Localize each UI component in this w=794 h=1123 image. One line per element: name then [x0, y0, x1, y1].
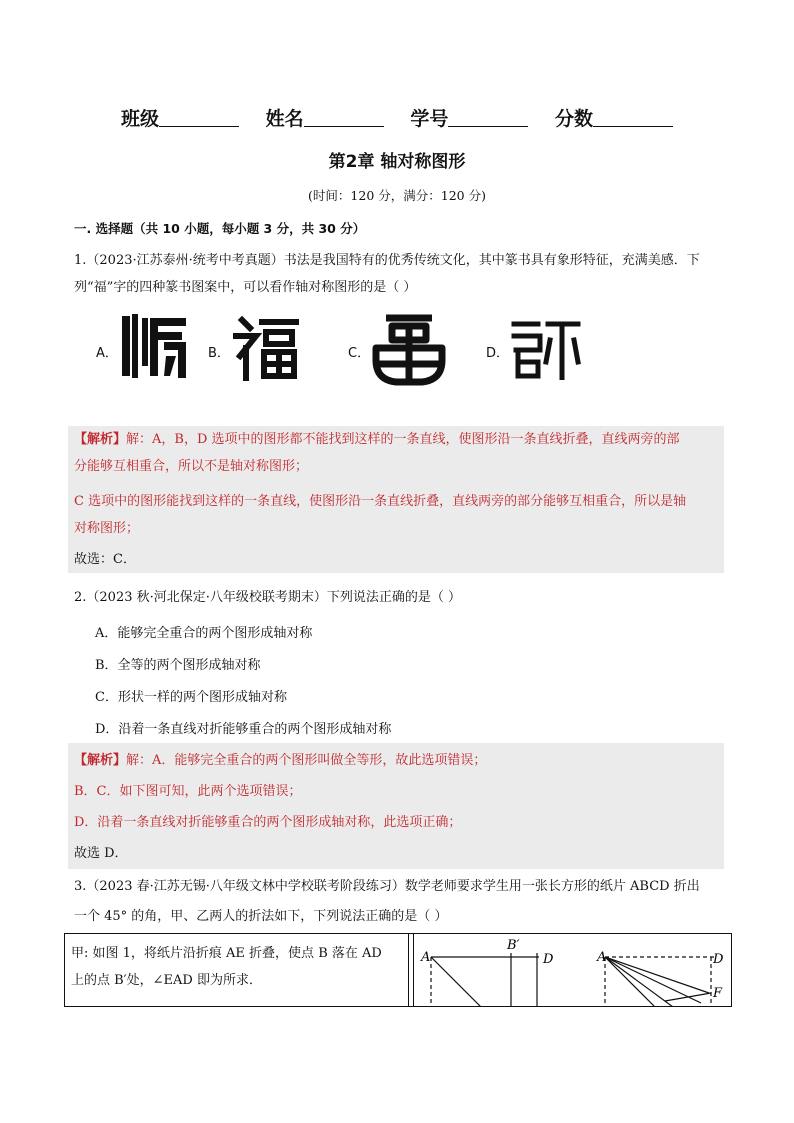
q1-stem — [74, 247, 724, 301]
fig2-label-f: F — [713, 986, 723, 1001]
name-field — [266, 104, 384, 131]
q2-analysis-line1 — [74, 745, 724, 776]
seal-glyph-c-icon — [370, 310, 448, 386]
page-title: 第2章 轴对称图形 — [328, 152, 466, 172]
score-field — [555, 104, 673, 131]
q1-line1: 1.（2023·江苏泰州·统考中考真题）书法是我国特有的优秀传统文化，其中篆书具有象形特征，充满美感．下 — [74, 253, 700, 268]
seal-glyph-a-icon — [120, 312, 192, 382]
q2-analysis — [68, 743, 724, 869]
q1-analysis-line1 — [74, 426, 724, 453]
fig2-label-a: A — [597, 950, 607, 965]
fig1-label-a: A — [421, 950, 431, 965]
score-blank — [593, 108, 673, 127]
q2-option-b: B．全等的两个图形成轴对称 — [95, 658, 261, 673]
q3-stem — [74, 872, 724, 932]
q3-method-jia-line1: 甲: 如图 1，将纸片沿折痕 AE 折叠，使点 B 落在 AD — [71, 946, 382, 961]
seal-glyph-d-icon — [510, 318, 582, 380]
header-fields — [0, 104, 794, 131]
figure-1 — [420, 938, 554, 1007]
id-field — [410, 104, 528, 131]
q1-analysis-tag: 【解析】 — [74, 432, 127, 447]
fig1-label-d: D — [543, 952, 554, 967]
q1-option-d: D． — [486, 346, 510, 361]
class-blank — [159, 108, 239, 127]
q2-stem: 2.（2023 秋·河北保定·八年级校联考期末）下列说法正确的是（ ） — [74, 590, 462, 605]
id-blank — [448, 108, 528, 127]
table-divider — [413, 934, 414, 1006]
page-subtitle: (时间：120 分，满分：120 分) — [308, 188, 486, 203]
q2-analysis-tag: 【解析】 — [74, 753, 127, 768]
class-label: 班级 — [121, 108, 160, 130]
fig1-label-bprime: B′ — [507, 938, 520, 953]
q2-option-c: C．形状一样的两个图形成轴对称 — [95, 690, 287, 705]
seal-glyph-b-icon — [232, 314, 302, 382]
q2-analysis-line3: D．沿着一条直线对折能够重合的两个图形成轴对称，此选项正确； — [74, 815, 462, 830]
score-label: 分数 — [554, 108, 593, 130]
q1-line2: 列“福”字的四种篆书图案中，可以看作轴对称图形的是（ ） — [74, 280, 417, 295]
q3-line2: 一个 45° 的角，甲、乙两人的折法如下，下列说法正确的是（ ） — [74, 909, 448, 924]
q3-method-jia — [65, 934, 409, 1006]
q3-line1: 3.（2023 春·江苏无锡·八年级文林中学校联考阶段练习）数学老师要求学生用一张长方形的纸片 ABCD 折出 — [74, 879, 700, 894]
class-field — [121, 104, 239, 131]
q2-analysis-line2: B．C．如下图可知，此两个选项错误； — [74, 784, 302, 799]
q1-analysis — [68, 426, 724, 573]
q1-option-b: B． — [208, 346, 230, 361]
q1-analysis-text-1: 解：A，B，D 选项中的图形都不能找到这样的一条直线，使图形沿一条直线折叠，直线两旁的部 — [126, 432, 680, 447]
q1-option-a: A． — [96, 346, 118, 361]
q1-answer: 故选：C． — [74, 552, 136, 567]
q2-answer: 故选 D． — [74, 846, 128, 861]
q1-analysis-line2: 分能够互相重合，所以不是轴对称图形； — [74, 459, 309, 474]
id-label: 学号 — [410, 108, 449, 130]
q2-option-a: A．能够完全重合的两个图形成轴对称 — [95, 626, 313, 641]
name-blank — [304, 108, 384, 127]
q2-option-d: D．沿着一条直线对折能够重合的两个图形成轴对称 — [95, 722, 392, 737]
fold-figures — [415, 933, 729, 1007]
section-title: 一. 选择题（共 10 小题，每小题 3 分，共 30 分） — [74, 221, 366, 236]
q1-analysis-line4: 对称图形； — [74, 521, 140, 536]
q1-analysis-line3: C 选项中的图形能找到这样的一条直线，使图形沿一条直线折叠，直线两旁的部分能够互相重合，所以是轴 — [74, 494, 687, 509]
q1-option-c: C． — [348, 346, 371, 361]
q3-method-jia-line2: 上的点 B′处，∠EAD 即为所求． — [71, 973, 262, 988]
figure-2 — [596, 950, 724, 1007]
fig2-label-d: D — [713, 952, 724, 967]
q3-method-table — [64, 933, 732, 1007]
name-label: 姓名 — [265, 108, 304, 130]
q2-analysis-text-1: 解：A．能够完全重合的两个图形叫做全等形，故此选项错误； — [126, 753, 487, 768]
